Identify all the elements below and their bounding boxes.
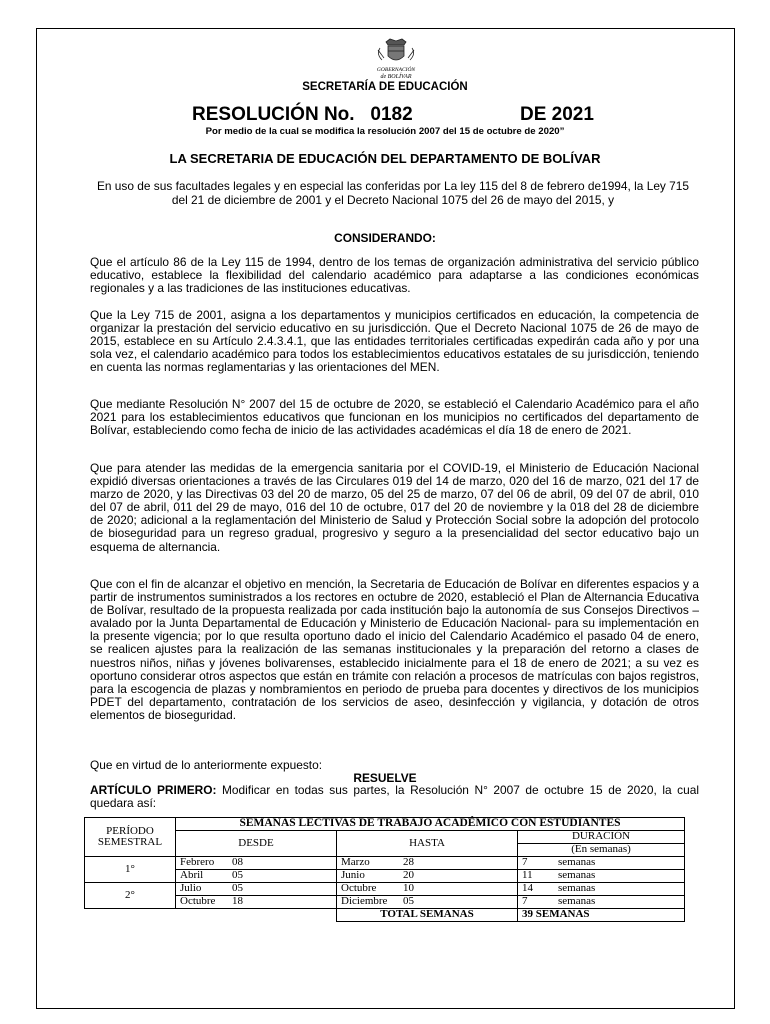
resolution-subtitle: Por medio de la cual se modifica la resolución 2007 del 15 de octubre de 2020” [205, 126, 565, 137]
table-row [85, 883, 685, 896]
resolution-number: RESOLUCIÓN No. 0182 [192, 104, 413, 125]
hasta-cell: Octubre 10 [337, 883, 518, 896]
total-value: 39 SEMANAS [518, 909, 685, 922]
resolution-year: DE 2021 [520, 104, 594, 125]
desde-cell: Abril 05 [176, 870, 337, 883]
weeks-main-header: SEMANAS LECTIVAS DE TRABAJO ACADÉMICO CON ESTUDIANTES [176, 818, 685, 831]
duracion-cell: 14 semanas [518, 883, 685, 896]
periodo-header: PERÍODO SEMESTRAL [85, 818, 176, 857]
considerando-paragraph-6: Que en virtud de lo anteriormente expuesto: [90, 758, 323, 772]
considerando-title: CONSIDERANDO: [334, 231, 436, 245]
desde-header: DESDE [176, 831, 337, 857]
desde-cell: Julio 05 [176, 883, 337, 896]
considerando-paragraph-1: Que el artículo 86 de la Ley 115 de 1994, dentro de los temas de organización administrativa del servicio público educativo, establece la flexibilidad del calendario académico para adaptarse a las condiciones económicas regionales y a las tradiciones de las instituciones educativas. [90, 255, 699, 296]
duracion-subheader: (En semanas) [518, 844, 685, 857]
considerando-paragraph-4: Que para atender las medidas de la emergencia sanitaria por el COVID-19, el Ministerio de Educación Nacional expidió diversas orientaciones a través de las Circulares 019 del 14 de marzo, 020 del 16 de marzo, 021 del 17 de marzo de 2020, y las Directivas 03 del 20 de marzo, 05 del 25 de marzo, 07 del 06 de abril, 09 del 07 de abril, 010 del 07 de abril, 011 del 29 de mayo, 016 del 10 de octubre, 017 del 20 de noviembre y la 018 del 28 de diciembre de 2020; adicional a la reglamentación del Ministerio de Salud y Protección Social sobre la adopción del protocolo de bioseguridad para un regreso gradual, progresivo y seguro a la presencialidad del sector educativo bajo un esquema de alternancia. [90, 461, 699, 554]
svg-text:GOBERNACIÓN: GOBERNACIÓN [376, 67, 416, 73]
duracion-header: DURACIÓN [518, 831, 685, 844]
svg-text:de BOLÍVAR: de BOLÍVAR [380, 74, 412, 80]
considerando-paragraph-5: Que con el fin de alcanzar el objetivo en mención, la Secretaria de Educación de Bolívar en diferentes espacios y a partir de instrumentos suministrados a los rectores en octubre de 2020, estableció el Plan de Alternancia Educativa de Bolívar, resultado de la propuesta realizada por cada institución bajo la autonomía de sus Consejos Directivos – avalado por la Junta Departamental de Educación y Ministerio de Educación Nacional- para su implementación en la presente vigencia; por lo que resulta oportuno dado el inicio del Calendario Académico el pasado 04 de enero, se realicen ajustes para la realización de las semanas institucionales y la preparación del retorno a clases de nuestros niños, niñas y jóvenes bolivarenses, establecido inicialmente para el 18 de enero de 2021; a su vez es oportuno considerar otros aspectos que están en trámite con relación a procesos de matrículas con bajos registros, para la escogencia de plazas y nombramientos en periodo de prueba para docentes y directivos de los municipios PDET del departamento, contratación de los servicios de aseo, desinfección y vigilancia, y dotación de otros elementos de bioseguridad. [90, 577, 699, 722]
legal-powers-paragraph: En uso de sus facultades legales y en especial las conferidas por La ley 115 del 8 de febrero de1994, la Ley 715 del 21 de diciembre de 2001 y el Decreto Nacional 1075 del 26 de mayo del 2015, y [96, 179, 690, 207]
hasta-header: HASTA [337, 831, 518, 857]
total-label: TOTAL SEMANAS [337, 909, 518, 922]
hasta-cell: Junio 20 [337, 870, 518, 883]
secretaria-title: SECRETARÍA DE EDUCACIÓN [302, 81, 468, 93]
weeks-table [84, 817, 685, 922]
duracion-cell: 7 semanas [518, 896, 685, 909]
period-label: 2° [85, 883, 176, 909]
desde-cell: Febrero 08 [176, 857, 337, 870]
duracion-cell: 11 semanas [518, 870, 685, 883]
articulo-text: Modificar en todas sus partes, la Resolución N° 2007 de octubre 15 de 2020, la cual quedara así: [90, 783, 699, 811]
articulo-label: ARTÍCULO PRIMERO: [90, 783, 217, 797]
hasta-cell: Diciembre 05 [337, 896, 518, 909]
issuer-heading: LA SECRETARIA DE EDUCACIÓN DEL DEPARTAMENTO DE BOLÍVAR [169, 151, 601, 166]
considerando-paragraph-3: Que mediante Resolución N° 2007 del 15 de octubre de 2020, se estableció el Calendario Académico para el año 2021 para los establecimientos educativos que funcionan en los municipios no certificados del departamento de Bolívar, estableciendo como fecha de inicio de las actividades académicas el día 18 de enero de 2021. [90, 397, 699, 438]
hasta-cell: Marzo 28 [337, 857, 518, 870]
total-row [85, 909, 685, 922]
coat-of-arms-logo [368, 36, 424, 80]
table-row [85, 857, 685, 870]
articulo-primero [90, 784, 699, 810]
desde-cell: Octubre 18 [176, 896, 337, 909]
considerando-paragraph-2: Que la Ley 715 de 2001, asigna a los departamentos y municipios certificados en educación, la competencia de organizar la prestación del servicio educativo en su jurisdicción. Que el Decreto Nacional 1075 de 26 de mayo de 2015, establece en su Artículo 2.4.3.4.1, que las entidades territoriales certificadas expedirán cada año y por una sola vez, el calendario académico para todos los establecimientos educativos estatales de su jurisdicción, teniendo en cuenta las normas reglamentarias y las orientaciones del MEN. [90, 308, 699, 375]
resuelve-title: RESUELVE [353, 771, 417, 785]
duracion-cell: 7 semanas [518, 857, 685, 870]
period-label: 1° [85, 857, 176, 883]
